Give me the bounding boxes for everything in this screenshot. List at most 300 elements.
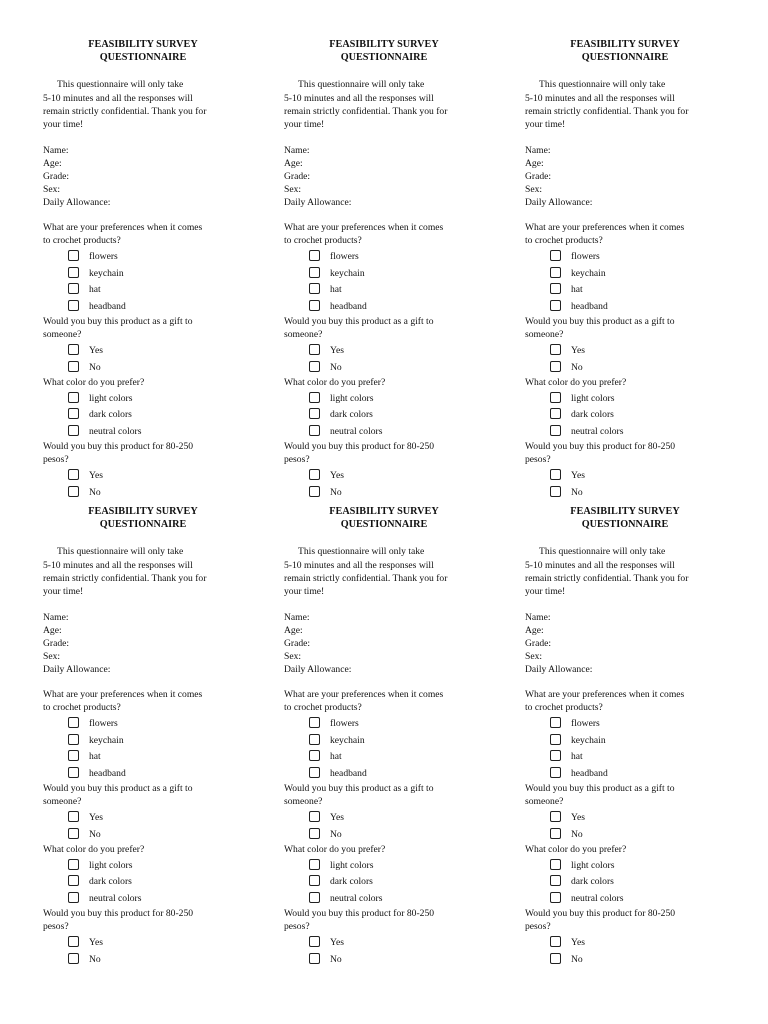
checkbox[interactable] — [309, 267, 320, 278]
question-block — [43, 688, 243, 782]
field-label[interactable]: Sex: — [525, 651, 543, 663]
checkbox[interactable] — [68, 361, 79, 372]
option-row[interactable] — [525, 360, 725, 376]
question-text: What are your preferences when it comes — [43, 689, 203, 701]
option-label: hat — [89, 751, 101, 763]
checkbox[interactable] — [309, 300, 320, 311]
option-row[interactable] — [284, 391, 484, 407]
option-row[interactable] — [525, 716, 725, 732]
field-label[interactable]: Daily Allowance: — [43, 197, 111, 209]
option-label: keychain — [571, 267, 606, 279]
question-text: Would you buy this product for 80-250 — [525, 908, 676, 920]
question-block — [43, 782, 243, 843]
question-text: Would you buy this product as a gift to — [284, 316, 434, 327]
option-label: No — [571, 953, 583, 965]
checkbox[interactable] — [550, 283, 561, 294]
field-label[interactable]: Sex: — [43, 184, 61, 196]
option-row[interactable] — [43, 810, 243, 826]
option-label: neutral colors — [330, 892, 383, 904]
option-row[interactable] — [284, 360, 484, 376]
option-row[interactable] — [284, 733, 484, 749]
checkbox[interactable] — [550, 425, 561, 436]
question-text: Would you buy this product as a gift to — [284, 783, 434, 794]
question-text: Would you buy this product for 80-250 — [284, 908, 435, 920]
intro-line: your time! — [525, 118, 566, 130]
checkbox[interactable] — [309, 425, 320, 436]
option-row[interactable] — [525, 391, 725, 407]
checkbox[interactable] — [550, 267, 561, 278]
intro-line: 5-10 minutes and all the responses will — [284, 92, 434, 104]
checkbox[interactable] — [309, 392, 320, 403]
option-row[interactable] — [525, 858, 725, 874]
question-text: to crochet products? — [43, 702, 121, 714]
option-row[interactable] — [43, 407, 243, 423]
question-block — [284, 315, 484, 376]
checkbox[interactable] — [309, 408, 320, 419]
option-label: neutral colors — [89, 892, 142, 904]
option-label: keychain — [330, 734, 365, 746]
option-row[interactable] — [284, 424, 484, 440]
options-list — [525, 935, 725, 968]
survey-title — [284, 505, 484, 531]
option-label: light colors — [330, 393, 374, 405]
option-label: flowers — [330, 251, 359, 263]
field-label[interactable]: Name: — [43, 611, 69, 623]
option-label: dark colors — [571, 409, 614, 421]
options-list — [525, 858, 725, 907]
field-label[interactable]: Name: — [284, 611, 310, 623]
field-label[interactable]: Sex: — [284, 184, 302, 196]
survey-title — [525, 38, 725, 64]
survey-card — [525, 38, 725, 501]
option-row[interactable] — [284, 282, 484, 298]
checkbox[interactable] — [68, 828, 79, 839]
checkbox[interactable] — [68, 250, 79, 261]
checkbox[interactable] — [68, 875, 79, 886]
field-label[interactable]: Grade: — [284, 170, 311, 182]
checkbox[interactable] — [309, 767, 320, 778]
field-label[interactable]: Age: — [43, 624, 62, 636]
checkbox[interactable] — [68, 486, 79, 497]
question-block — [43, 907, 243, 968]
options-list — [525, 468, 725, 501]
question-block — [525, 907, 725, 968]
option-row[interactable] — [284, 249, 484, 265]
option-label: hat — [330, 751, 342, 763]
option-row[interactable] — [43, 827, 243, 843]
option-label: Yes — [89, 937, 103, 949]
survey-title-line: QUESTIONNAIRE — [581, 52, 669, 64]
option-row[interactable] — [284, 827, 484, 843]
question-text: someone? — [284, 796, 323, 808]
option-row[interactable] — [284, 810, 484, 826]
options-list — [525, 716, 725, 782]
checkbox[interactable] — [309, 953, 320, 964]
question-text: pesos? — [43, 454, 69, 466]
option-row[interactable] — [43, 891, 243, 907]
option-row[interactable] — [284, 343, 484, 359]
option-row[interactable] — [284, 935, 484, 951]
options-list — [43, 343, 243, 376]
question-text: Would you buy this product for 80-250 — [43, 441, 194, 453]
checkbox[interactable] — [550, 408, 561, 419]
checkbox[interactable] — [68, 425, 79, 436]
question-block — [43, 315, 243, 376]
question-text: someone? — [525, 796, 564, 808]
checkbox[interactable] — [550, 300, 561, 311]
option-label: neutral colors — [571, 425, 624, 437]
option-label: No — [89, 828, 101, 840]
checkbox[interactable] — [550, 344, 561, 355]
checkbox[interactable] — [309, 344, 320, 355]
intro-line: remain strictly confidential. Thank you for — [284, 105, 448, 117]
option-row[interactable] — [43, 716, 243, 732]
intro-line: your time! — [525, 585, 566, 597]
checkbox[interactable] — [68, 734, 79, 745]
checkbox[interactable] — [550, 469, 561, 480]
checkbox[interactable] — [309, 250, 320, 261]
question-text: pesos? — [284, 454, 310, 466]
options-list — [284, 810, 484, 843]
checkbox[interactable] — [550, 767, 561, 778]
checkbox[interactable] — [309, 717, 320, 728]
option-label: flowers — [571, 718, 600, 730]
question-block — [284, 221, 484, 315]
option-row[interactable] — [43, 733, 243, 749]
option-label: Yes — [330, 937, 344, 949]
question-block — [43, 376, 243, 440]
question-text: What color do you prefer? — [43, 843, 145, 855]
option-row[interactable] — [43, 468, 243, 484]
checkbox[interactable] — [309, 469, 320, 480]
option-row[interactable] — [284, 266, 484, 282]
survey-title-line: QUESTIONNAIRE — [581, 519, 669, 531]
field-label[interactable]: Age: — [284, 157, 303, 169]
option-row[interactable] — [43, 266, 243, 282]
checkbox[interactable] — [309, 811, 320, 822]
intro-text — [525, 545, 725, 597]
option-row[interactable] — [525, 810, 725, 826]
question-text: to crochet products? — [284, 702, 362, 714]
question-block — [284, 907, 484, 968]
checkbox[interactable] — [550, 486, 561, 497]
question-text: pesos? — [525, 454, 551, 466]
question-text: Would you buy this product as a gift to — [43, 316, 193, 327]
question-block — [43, 440, 243, 501]
option-row[interactable] — [525, 733, 725, 749]
option-label: light colors — [89, 393, 133, 405]
field-label[interactable]: Sex: — [43, 651, 61, 663]
options-list — [43, 935, 243, 968]
checkbox[interactable] — [68, 408, 79, 419]
option-row[interactable] — [43, 858, 243, 874]
survey-card — [525, 505, 725, 968]
field-label[interactable]: Grade: — [43, 637, 70, 649]
option-row[interactable] — [525, 827, 725, 843]
checkbox[interactable] — [68, 344, 79, 355]
survey-title-line: FEASIBILITY SURVEY — [329, 39, 439, 50]
option-label: Yes — [330, 345, 344, 357]
option-row[interactable] — [525, 282, 725, 298]
option-row[interactable] — [525, 468, 725, 484]
question-text: Would you buy this product as a gift to — [525, 316, 675, 327]
checkbox[interactable] — [68, 750, 79, 761]
option-row[interactable] — [284, 858, 484, 874]
checkbox[interactable] — [550, 859, 561, 870]
checkbox[interactable] — [309, 892, 320, 903]
intro-line: This questionnaire will only take — [298, 79, 425, 91]
options-list — [284, 935, 484, 968]
option-row[interactable] — [525, 299, 725, 315]
checkbox[interactable] — [550, 828, 561, 839]
option-label: dark colors — [89, 409, 132, 421]
option-label: headband — [330, 300, 367, 312]
option-row[interactable] — [525, 249, 725, 265]
option-row[interactable] — [284, 716, 484, 732]
field-label[interactable]: Daily Allowance: — [284, 197, 352, 209]
checkbox[interactable] — [68, 283, 79, 294]
question-text: someone? — [43, 796, 82, 808]
field-label[interactable]: Grade: — [43, 170, 70, 182]
field-label[interactable]: Grade: — [525, 170, 552, 182]
survey-card — [43, 38, 243, 501]
checkbox[interactable] — [550, 892, 561, 903]
option-row[interactable] — [43, 485, 243, 501]
checkbox[interactable] — [550, 361, 561, 372]
checkbox[interactable] — [309, 875, 320, 886]
question-text: pesos? — [525, 921, 551, 933]
option-row[interactable] — [43, 749, 243, 765]
option-label: keychain — [89, 267, 124, 279]
field-label[interactable]: Age: — [284, 624, 303, 636]
field-label[interactable]: Daily Allowance: — [525, 664, 593, 676]
option-row[interactable] — [43, 299, 243, 315]
option-label: Yes — [89, 345, 103, 357]
checkbox[interactable] — [309, 859, 320, 870]
intro-line: 5-10 minutes and all the responses will — [284, 559, 434, 571]
question-block — [284, 376, 484, 440]
checkbox[interactable] — [68, 267, 79, 278]
option-row[interactable] — [525, 935, 725, 951]
checkbox[interactable] — [68, 859, 79, 870]
intro-line: remain strictly confidential. Thank you for — [284, 572, 448, 584]
checkbox[interactable] — [550, 875, 561, 886]
checkbox[interactable] — [309, 936, 320, 947]
option-row[interactable] — [525, 266, 725, 282]
checkbox[interactable] — [550, 392, 561, 403]
checkbox[interactable] — [550, 953, 561, 964]
options-list — [525, 343, 725, 376]
option-row[interactable] — [284, 407, 484, 423]
survey-title-line: FEASIBILITY SURVEY — [570, 39, 680, 50]
survey-title-line: FEASIBILITY SURVEY — [570, 506, 680, 517]
survey-title — [43, 38, 243, 64]
checkbox[interactable] — [309, 283, 320, 294]
survey-title — [284, 38, 484, 64]
intro-line: remain strictly confidential. Thank you for — [43, 572, 207, 584]
option-row[interactable] — [43, 874, 243, 890]
survey-title-line: QUESTIONNAIRE — [340, 519, 428, 531]
checkbox[interactable] — [68, 892, 79, 903]
survey-card — [284, 505, 484, 968]
question-text: What color do you prefer? — [284, 843, 386, 855]
option-label: flowers — [89, 251, 118, 263]
option-row[interactable] — [43, 360, 243, 376]
checkbox[interactable] — [68, 936, 79, 947]
option-label: neutral colors — [330, 425, 383, 437]
option-label: hat — [89, 284, 101, 296]
checkbox[interactable] — [68, 392, 79, 403]
option-label: neutral colors — [571, 892, 624, 904]
question-block — [525, 688, 725, 782]
option-label: Yes — [571, 345, 585, 357]
options-list — [284, 716, 484, 782]
checkbox[interactable] — [309, 361, 320, 372]
question-block — [43, 843, 243, 907]
checkbox[interactable] — [309, 486, 320, 497]
intro-line: 5-10 minutes and all the responses will — [525, 559, 675, 571]
field-label[interactable]: Name: — [43, 144, 69, 156]
field-label[interactable]: Name: — [525, 611, 551, 623]
option-row[interactable] — [284, 485, 484, 501]
option-label: hat — [571, 751, 583, 763]
respondent-fields — [43, 144, 243, 209]
option-row[interactable] — [525, 343, 725, 359]
option-label: light colors — [89, 860, 133, 872]
intro-text — [284, 545, 484, 597]
checkbox[interactable] — [68, 767, 79, 778]
option-row[interactable] — [525, 874, 725, 890]
option-row[interactable] — [43, 424, 243, 440]
checkbox[interactable] — [68, 717, 79, 728]
field-label[interactable]: Age: — [525, 157, 544, 169]
option-row[interactable] — [43, 935, 243, 951]
option-row[interactable] — [43, 766, 243, 782]
intro-text — [525, 78, 725, 130]
option-row[interactable] — [43, 391, 243, 407]
respondent-fields — [284, 144, 484, 209]
options-list — [525, 810, 725, 843]
options-list — [43, 391, 243, 440]
option-label: headband — [571, 767, 608, 779]
intro-text — [43, 545, 243, 597]
option-label: No — [330, 828, 342, 840]
field-label[interactable]: Sex: — [284, 651, 302, 663]
survey-title-line: FEASIBILITY SURVEY — [88, 506, 198, 517]
field-label[interactable]: Name: — [284, 144, 310, 156]
options-list — [43, 716, 243, 782]
option-row[interactable] — [284, 952, 484, 968]
intro-line: 5-10 minutes and all the responses will — [525, 92, 675, 104]
checkbox[interactable] — [550, 734, 561, 745]
field-label[interactable]: Grade: — [284, 637, 311, 649]
option-label: flowers — [330, 718, 359, 730]
option-row[interactable] — [284, 874, 484, 890]
checkbox[interactable] — [550, 811, 561, 822]
option-row[interactable] — [284, 766, 484, 782]
question-block — [525, 440, 725, 501]
question-text: What color do you prefer? — [43, 376, 145, 388]
intro-line: your time! — [284, 585, 325, 597]
option-row[interactable] — [525, 749, 725, 765]
field-label[interactable]: Age: — [43, 157, 62, 169]
survey-title — [525, 505, 725, 531]
options-list — [43, 468, 243, 501]
respondent-fields — [525, 611, 725, 676]
option-row[interactable] — [284, 891, 484, 907]
question-text: Would you buy this product as a gift to — [525, 783, 675, 794]
option-row[interactable] — [43, 282, 243, 298]
checkbox[interactable] — [550, 936, 561, 947]
checkbox[interactable] — [68, 469, 79, 480]
option-label: headband — [571, 300, 608, 312]
checkbox[interactable] — [550, 250, 561, 261]
field-label[interactable]: Name: — [525, 144, 551, 156]
option-label: flowers — [571, 251, 600, 263]
checkbox[interactable] — [309, 734, 320, 745]
question-block — [525, 782, 725, 843]
checkbox[interactable] — [68, 811, 79, 822]
checkbox[interactable] — [68, 300, 79, 311]
question-text: Would you buy this product for 80-250 — [43, 908, 194, 920]
option-row[interactable] — [43, 343, 243, 359]
intro-line: This questionnaire will only take — [57, 79, 184, 91]
checkbox[interactable] — [68, 953, 79, 964]
field-label[interactable]: Age: — [525, 624, 544, 636]
option-label: No — [89, 361, 101, 373]
checkbox[interactable] — [309, 828, 320, 839]
option-row[interactable] — [43, 952, 243, 968]
option-row[interactable] — [525, 891, 725, 907]
checkbox[interactable] — [550, 717, 561, 728]
intro-text — [284, 78, 484, 130]
option-label: No — [89, 486, 101, 498]
field-label[interactable]: Sex: — [525, 184, 543, 196]
option-row[interactable] — [525, 766, 725, 782]
option-row[interactable] — [525, 424, 725, 440]
field-label[interactable]: Daily Allowance: — [284, 664, 352, 676]
option-label: No — [571, 361, 583, 373]
option-row[interactable] — [43, 249, 243, 265]
intro-line: This questionnaire will only take — [57, 546, 184, 558]
option-row[interactable] — [525, 485, 725, 501]
option-row[interactable] — [525, 407, 725, 423]
field-label[interactable]: Daily Allowance: — [525, 197, 593, 209]
field-label[interactable]: Daily Allowance: — [43, 664, 111, 676]
option-row[interactable] — [284, 749, 484, 765]
option-label: No — [330, 361, 342, 373]
field-label[interactable]: Grade: — [525, 637, 552, 649]
question-text: What are your preferences when it comes — [525, 689, 685, 701]
option-label: headband — [330, 767, 367, 779]
option-row[interactable] — [525, 952, 725, 968]
question-text: someone? — [43, 329, 82, 341]
checkbox[interactable] — [309, 750, 320, 761]
options-list — [43, 858, 243, 907]
option-label: dark colors — [571, 876, 614, 888]
question-text: pesos? — [43, 921, 69, 933]
question-text: What color do you prefer? — [525, 843, 627, 855]
question-text: What are your preferences when it comes — [43, 222, 203, 234]
option-row[interactable] — [284, 468, 484, 484]
question-text: Would you buy this product for 80-250 — [284, 441, 435, 453]
question-block — [525, 376, 725, 440]
options-list — [43, 249, 243, 315]
options-list — [525, 391, 725, 440]
question-text: to crochet products? — [43, 235, 121, 247]
checkbox[interactable] — [550, 750, 561, 761]
option-row[interactable] — [284, 299, 484, 315]
